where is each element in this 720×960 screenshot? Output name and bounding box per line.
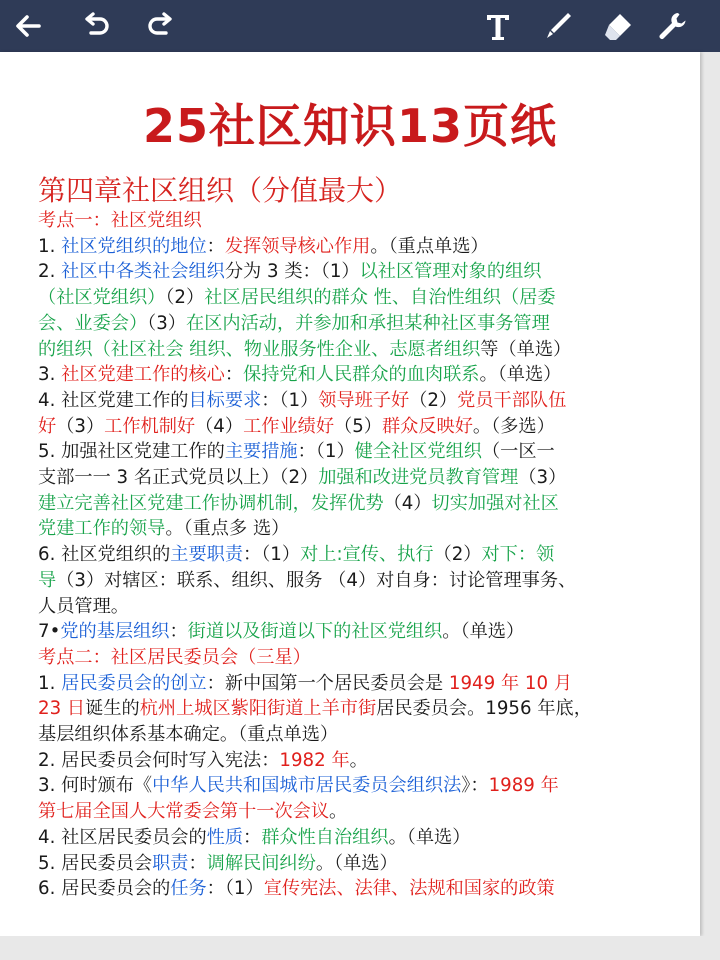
text-segment: 6. 社区党组织的	[38, 544, 171, 566]
text-line	[38, 851, 694, 877]
text-segment: 目标要求	[188, 389, 262, 411]
text-line	[38, 748, 694, 774]
text-line	[38, 516, 694, 542]
text-line	[38, 671, 694, 697]
text-segment: 工作机制好	[104, 415, 196, 437]
text-segment: 等（单选）	[480, 338, 572, 360]
text-segment: ：（1）	[297, 441, 355, 463]
text-segment: （3）	[518, 467, 567, 489]
text-segment: 居民委员会。1956 年底，	[376, 698, 592, 720]
text-line	[38, 825, 694, 851]
text-segment: （3）对辖区：联系、组织、服务 （4）对自身：讨论管理事务、	[56, 569, 577, 591]
text-line	[38, 568, 694, 594]
text-segment: 考点一：社区党组织	[38, 210, 202, 231]
text-segment: 23 日	[38, 698, 86, 720]
text-segment: 考点二：社区居民委员会（三星）	[38, 646, 311, 668]
text-segment: 2. 居民委员会何时写入宪法：	[38, 749, 280, 771]
text-segment: （3）	[56, 415, 105, 437]
text-line	[38, 645, 694, 671]
pen-icon	[541, 9, 575, 43]
text-segment: 1.	[38, 672, 62, 694]
back-arrow-icon	[11, 9, 45, 43]
text-segment: 职责	[152, 852, 189, 874]
text-segment: 。（单选）	[442, 621, 525, 643]
text-segment: ：	[206, 235, 225, 257]
text-segment: 对上:宣传、执行	[300, 544, 434, 566]
text-segment: 4. 社区居民委员会的	[38, 826, 207, 848]
text-segment: ：	[188, 852, 207, 874]
text-segment: 建立完善社区党建工作协调机制，发挥优势	[38, 492, 384, 514]
settings-button[interactable]	[646, 0, 698, 52]
text-segment: （3）	[147, 312, 186, 334]
text-segment: 党的基层组织	[60, 621, 170, 643]
text-segment: ：（1）	[243, 544, 301, 566]
text-segment: 基层组织体系基本确定。（重点单选）	[38, 724, 339, 746]
text-segment: 好	[38, 415, 57, 437]
text-segment: 1982 年	[279, 749, 350, 771]
text-segment: 街道以及街道以下的社区党组织	[187, 621, 443, 643]
text-line	[38, 414, 694, 440]
text-line	[38, 388, 694, 414]
document-page	[0, 52, 700, 936]
text-line	[38, 259, 694, 285]
text-segment: 诞生的	[85, 698, 140, 720]
text-lines	[38, 208, 694, 902]
text-segment: ：（1）	[261, 389, 319, 411]
text-segment: （5）	[334, 415, 382, 437]
redo-button[interactable]	[135, 0, 187, 52]
text-segment: 5. 居民委员会	[38, 852, 153, 874]
eraser-button[interactable]	[592, 0, 644, 52]
text-segment: 第七届全国人大常委会第十一次会议	[38, 801, 330, 823]
text-segment: 调解民间纠纷	[206, 852, 316, 874]
chapter-heading: 第四章社区组织（分值最大）	[38, 174, 403, 207]
text-segment: 在区内活动，并参加和承担某种社区事务管理	[186, 312, 550, 334]
text-segment: 人员管理。	[38, 595, 129, 617]
text-segment: ：	[243, 826, 262, 848]
text-segment: （2）	[433, 544, 482, 566]
text-line	[38, 439, 694, 465]
text-segment: （4）	[383, 492, 432, 514]
text-segment: 党员干部队伍	[457, 389, 567, 411]
text-segment: 领导班子好	[318, 389, 410, 411]
text-segment: 社区党建工作的核心	[61, 364, 225, 386]
text-segment: 社区党组织的地位	[61, 235, 207, 257]
text-segment: ：	[224, 364, 244, 386]
text-segment: 。（重点多 选）	[165, 518, 290, 540]
text-segment: 。	[329, 801, 348, 823]
text-segment: （社区党组织）	[38, 287, 166, 309]
undo-icon	[79, 9, 113, 43]
text-segment: 以社区管理对象的组织	[359, 261, 542, 283]
document-body	[38, 174, 694, 902]
text-segment: 主要职责	[170, 544, 244, 566]
text-line	[38, 799, 694, 825]
pen-tool-button[interactable]	[532, 0, 584, 52]
text-segment: （一区一	[481, 441, 555, 463]
text-segment: 支部一一 3 名正式党员以上）（2）	[38, 467, 319, 489]
text-segment: 。（单选）	[388, 826, 471, 848]
text-segment: 主要措施	[224, 441, 298, 463]
text-segment: 3. 何时颁布《	[38, 775, 153, 797]
text-segment: 社区居民组织的群众 性、自治性组织（居委	[204, 287, 556, 309]
text-segment: 》：	[461, 775, 489, 797]
text-line	[38, 234, 694, 260]
text-segment: 群众反映好	[381, 415, 473, 437]
text-line	[38, 337, 694, 363]
text-line	[38, 285, 694, 311]
text-line	[38, 491, 694, 517]
redo-icon	[144, 9, 178, 43]
text-segment: 1949 年 10 月	[448, 672, 573, 694]
text-segment: 3.	[38, 364, 62, 386]
text-line	[38, 619, 694, 645]
text-line	[38, 465, 694, 491]
text-line	[38, 773, 694, 799]
text-tool-icon	[481, 9, 515, 43]
text-line	[38, 696, 694, 722]
text-segment: 。（重点单选）	[370, 235, 489, 257]
page-title: 25社区知识13页纸	[142, 99, 558, 153]
back-button[interactable]	[2, 0, 54, 52]
text-segment: （4）	[195, 415, 244, 437]
text-segment: 2.	[38, 261, 62, 283]
text-line	[38, 876, 694, 902]
text-segment: 发挥领导核心作用	[224, 235, 371, 257]
text-segment: 杭州上城区紫阳街道上羊市街	[139, 698, 377, 720]
text-tool-button[interactable]	[472, 0, 524, 52]
text-segment: 群众性自治组织	[261, 826, 389, 848]
text-segment: ：（1）	[206, 878, 264, 900]
text-line	[38, 208, 694, 234]
text-line	[38, 542, 694, 568]
wrench-icon	[655, 9, 689, 43]
text-segment: 。（单选）	[315, 852, 398, 874]
text-segment: 中华人民共和国城市居民委员会组织法	[152, 775, 462, 797]
text-segment: 的组织（社区社会 组织、物业服务性企业、志愿者组织	[38, 338, 481, 360]
text-segment: 对下：领	[481, 544, 555, 566]
text-line	[38, 311, 694, 337]
text-segment: 。（单选）	[479, 364, 562, 386]
text-segment: 会、业委会）	[38, 312, 148, 334]
text-segment: 1.	[38, 235, 62, 257]
text-segment: 。	[349, 749, 368, 771]
text-segment: （2）	[409, 389, 458, 411]
text-segment: 加强和改进党员教育管理	[318, 467, 519, 489]
text-segment: 1989 年	[488, 775, 559, 797]
text-segment: 工作业绩好	[243, 415, 335, 437]
text-segment: 切实加强对社区	[431, 492, 559, 514]
toolbar	[0, 0, 720, 52]
text-segment: 5. 加强社区党建工作的	[38, 441, 225, 463]
text-line	[38, 362, 694, 388]
bottom-strip	[0, 936, 720, 960]
text-segment: 社区中各类社会组织	[61, 261, 225, 283]
eraser-icon	[601, 9, 635, 43]
text-segment: ：新中国第一个居民委员会是	[206, 672, 449, 694]
text-segment: ：	[169, 621, 188, 643]
text-segment: 6. 居民委员会的	[38, 878, 171, 900]
text-segment: 。（多选）	[472, 415, 555, 437]
text-segment: 居民委员会的创立	[61, 672, 207, 694]
text-segment: 4. 社区党建工作的	[38, 389, 189, 411]
text-segment: 7•	[38, 621, 61, 643]
text-segment: 保持党和人民群众的血肉联系	[243, 364, 480, 386]
text-segment: 宣传宪法、法律、法规和国家的政策	[263, 878, 555, 900]
text-segment: 健全社区党组织	[354, 441, 482, 463]
text-segment: 性质	[206, 826, 244, 848]
text-segment: 分为 3 类：（1）	[224, 261, 360, 283]
text-segment: 党建工作的领导	[38, 518, 166, 540]
text-line	[38, 594, 694, 620]
text-segment: 导	[38, 569, 57, 591]
text-segment: 任务	[170, 878, 207, 900]
text-segment: （2）	[165, 287, 205, 309]
text-line	[38, 722, 694, 748]
undo-button[interactable]	[70, 0, 122, 52]
